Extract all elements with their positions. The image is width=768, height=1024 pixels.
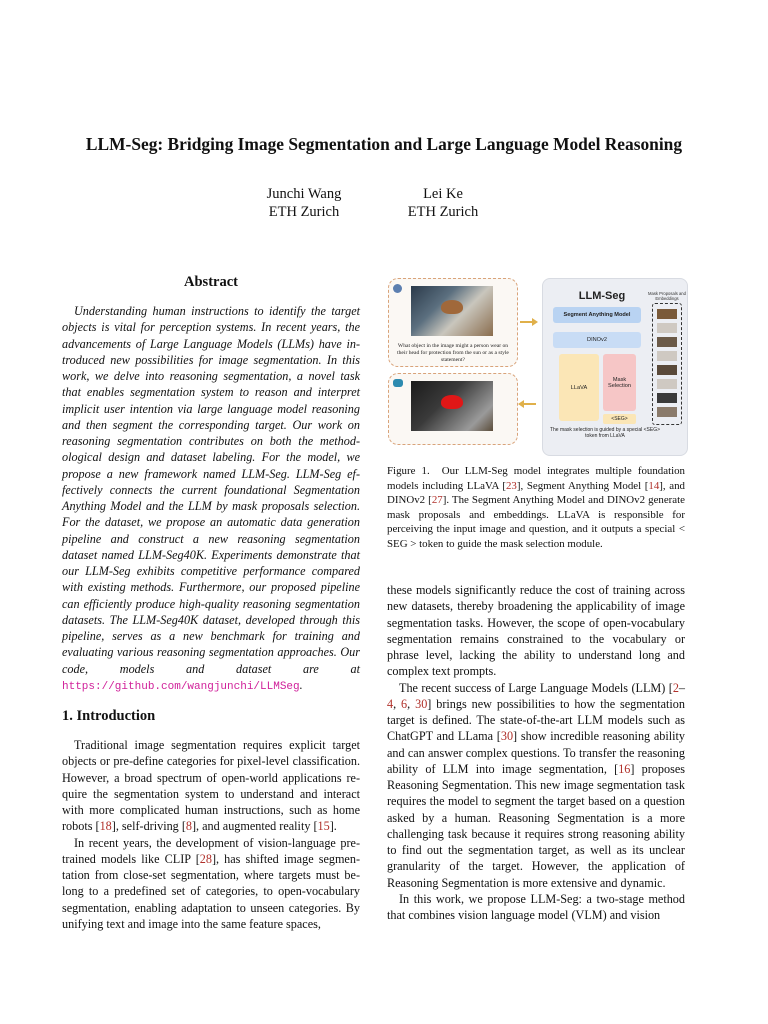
code-link[interactable]: https://github.com/wangjunchi/LLMSeg: [62, 680, 300, 693]
sam-block: Segment Anything Model: [553, 307, 641, 323]
mask-thumb: [657, 393, 677, 403]
panel-title: LLM-Seg: [578, 290, 626, 302]
hat-object: [441, 300, 463, 314]
paper-title: LLM-Seg: Bridging Image Segmentation and Large Language Model Reasoning: [85, 134, 683, 154]
mask-thumb: [657, 309, 677, 319]
figure-1: [386, 278, 686, 454]
mask-proposals-label: Mask Proposals and Embeddings: [648, 291, 686, 301]
user-icon: [393, 284, 402, 293]
mask-proposals: [652, 303, 682, 425]
seg-token-block: <SEG>: [603, 414, 636, 424]
author-1: [244, 185, 364, 221]
panel-note: The mask selection is guided by a special <SEG> token from LLaVA: [549, 427, 661, 439]
input-image: [411, 286, 493, 336]
answer-box: [388, 373, 518, 445]
intro-body: Traditional image segmentation requires explicit target objects or pre-define categories for pixel-level classification. However, a broad spectrum of open-world applications require the segmentation system to understand and interact with more complicated human instructions, such as home robots [18], self-driving [8], and augmented reality [15]. In recent years, the development of vision-language pretrained models like CLIP [28], has shifted image segmentation from close-set segmentation, where targets must belong to a predefined set of categories, to open-vocabulary segmentation, enabling adaptation to unseen categories. By unifying text and image into the same feature spaces,: [62, 738, 360, 931]
mask-thumb: [657, 379, 677, 389]
author-2: [383, 185, 503, 221]
bot-icon: [393, 379, 403, 387]
author-name: Junchi Wang: [266, 186, 342, 202]
segmented-hat: [441, 395, 463, 409]
figure-caption: Figure 1. Our LLM-Seg model integrates multiple foundation models including LLaVA [23], Segment Anything Model [14], and DINOv2 [27]. The Segment Anything Model and DINOv2 generate mask proposals and embeddings. LLaVA is responsible for perceiving the input image and question, and it outputs a special < SEG > token to guide the mask selection module.: [387, 465, 686, 550]
model-panel: [542, 278, 688, 456]
question-text: What object in the image might a person wear on their head for protection from the sun or as a style statement?: [397, 343, 509, 363]
arrow-left-icon: [520, 403, 536, 405]
right-column-body: these models significantly reduce the cost of training across new datasets, thereby broadening the applicability of image segmentation tasks. However, the scope of open-vocabulary segmentation remains constrained to the vocabulary or phrase level, lacking the ability to understand long and complex text prompts. The recent success of Large Language Models (LLM) [2–4, 6, 30] brings new possibilities to how the segmentation target is defined. The state-of-the-art LLM models such as ChatGPT and LLama [30] show incredible reasoning ability and can answer complex questions. To transfer the reasoning ability of LLM into image segmentation, [16] proposes Reasoning Segmentation. This new image segmentation task requires the model to segment the target based on a question asked by a human. Reasoning Segmentation is a more challenging task because it requires strong reasoning ability to find out the segmentation target, as well as its unclear granularity of the target. However, the application of Reasoning Segmentation is more extensive and dynamic. In this work, we propose LLM-Seg: a two-stage method that combines vision language model (VLM) and vision: [387, 583, 685, 922]
author-affiliation: ETH Zurich: [407, 204, 479, 220]
abstract-heading: Abstract: [184, 274, 238, 290]
mask-thumb: [657, 351, 677, 361]
author-affiliation: ETH Zurich: [268, 204, 340, 220]
mask-thumb: [657, 365, 677, 375]
llava-block: LLaVA: [559, 354, 599, 421]
mask-selection-block: Mask Selection: [603, 354, 636, 411]
output-mask-image: [411, 381, 493, 431]
dino-block: DINOv2: [553, 332, 641, 348]
section-heading: 1. Introduction: [62, 708, 156, 724]
mask-thumb: [657, 323, 677, 333]
mask-thumb: [657, 337, 677, 347]
arrow-right-icon: [520, 321, 536, 323]
abstract-body: Understanding human instructions to identify the target objects is vital for perception systems. In recent years, the advancements of Large Language Models (LLMs) have introduced new possibilities for image segmentation. In this work, we delve into reasoning segmentation, a novel task that enables segmentation system to reason and interpret implicit user intention via large language model reasoning and then segment the corresponding target. Our work on reasoning segmentation contributes on both the methodological design and dataset labeling. For the model, we propose a new framework named LLM-Seg. LLM-Seg effectively connects the current foundational Segmentation Anything Model and the LLM by mask proposals selection. For the dataset, we propose an automatic data generation pipeline and construct a new reasoning segmentation dataset named LLM-Seg40K. Experiments demonstrate that our LLM-Seg exhibits competitive performance compared with existing methods. Furthermore, our proposed pipeline can efficiently produce high-quality reasoning segmentation datasets. The LLM-Seg40K dataset, developed through this pipeline, serves as a new benchmark for training and evaluating various reasoning segmentation approaches. Our code, models and dataset are at https://github.com/wangjunchi/LLMSeg.: [62, 304, 360, 693]
question-box: [388, 278, 518, 367]
figure-label: Figure 1.: [387, 465, 430, 477]
mask-thumb: [657, 407, 677, 417]
author-name: Lei Ke: [423, 186, 463, 202]
